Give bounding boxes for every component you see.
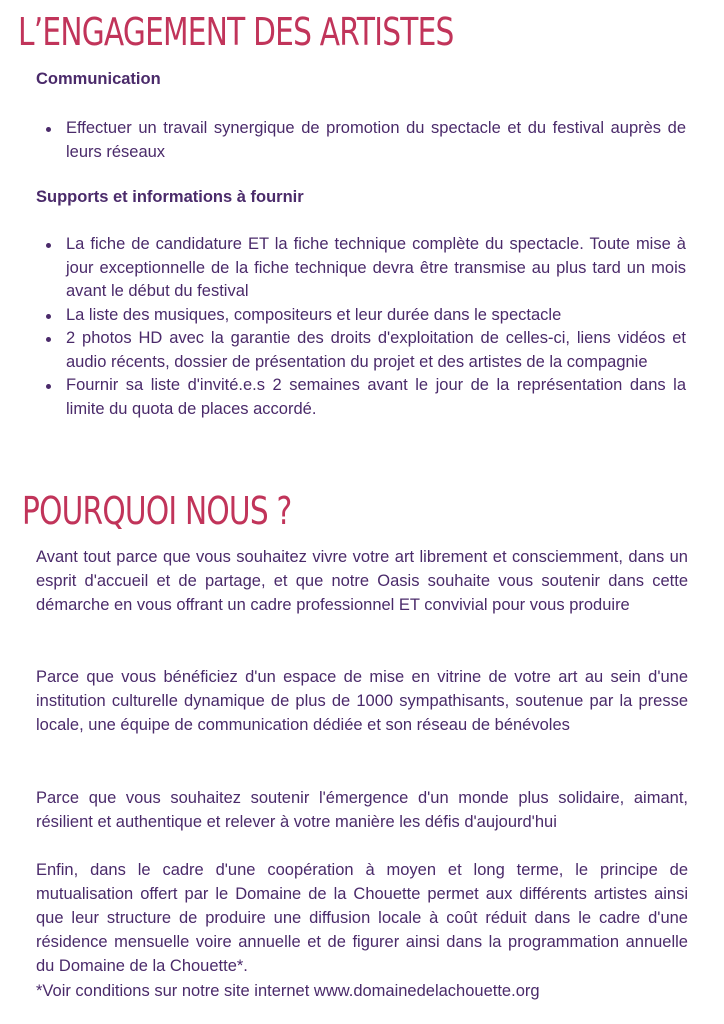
paragraph: Parce que vous souhaitez soutenir l'émergence d'un monde plus solidaire, aimant, résilient et authentique et relever à votre manière les défis d'aujourd'hui <box>36 789 688 831</box>
subheading-communication: Communication <box>36 70 161 88</box>
list-item: Effectuer un travail synergique de promotion du spectacle et du festival auprès de leurs réseaux <box>36 117 686 164</box>
communication-list <box>36 117 686 164</box>
list-item: 2 photos HD avec la garantie des droits d'exploitation de celles-ci, liens vidéos et audio récents, dossier de présentation du projet et des artistes de la compagnie <box>36 327 686 374</box>
section-title-pourquoi: POURQUOI NOUS ? <box>22 489 292 533</box>
paragraph: Avant tout parce que vous souhaitez vivre votre art librement et consciemment, dans un esprit d'accueil et de partage, et que notre Oasis souhaite vous soutenir dans cette démarche en vous offrant un cadre professionnel ET convivial pour vous produire <box>36 548 688 614</box>
footnote: *Voir conditions sur notre site internet www.domainedelachouette.org <box>36 982 540 1000</box>
list-item: La liste des musiques, compositeurs et leur durée dans le spectacle <box>36 304 686 328</box>
supports-list <box>36 233 686 421</box>
paragraph: Enfin, dans le cadre d'une coopération à moyen et long terme, le principe de mutualisation offert par le Domaine de la Chouette permet aux différents artistes ainsi que leur structure de produire une diffusion locale à coût réduit dans le cadre d'une résidence mensuelle voire annuelle et de figurer ainsi dans la programmation annuelle du Domaine de la Chouette*. <box>36 861 688 975</box>
subheading-supports: Supports et informations à fournir <box>36 188 304 206</box>
section-title-engagement: L’ENGAGEMENT DES ARTISTES <box>18 10 454 54</box>
list-item: La fiche de candidature ET la fiche technique complète du spectacle. Toute mise à jour exceptionnelle de la fiche technique devra être transmise au plus tard un mois avant le début du festival <box>36 233 686 304</box>
list-item: Fournir sa liste d'invité.e.s 2 semaines avant le jour de la représentation dans la limite du quota de places accordé. <box>36 374 686 421</box>
paragraph: Parce que vous bénéficiez d'un espace de mise en vitrine de votre art au sein d'une institution culturelle dynamique de plus de 1000 sympathisants, soutenue par la presse locale, une équipe de communication dédiée et son réseau de bénévoles <box>36 668 688 734</box>
